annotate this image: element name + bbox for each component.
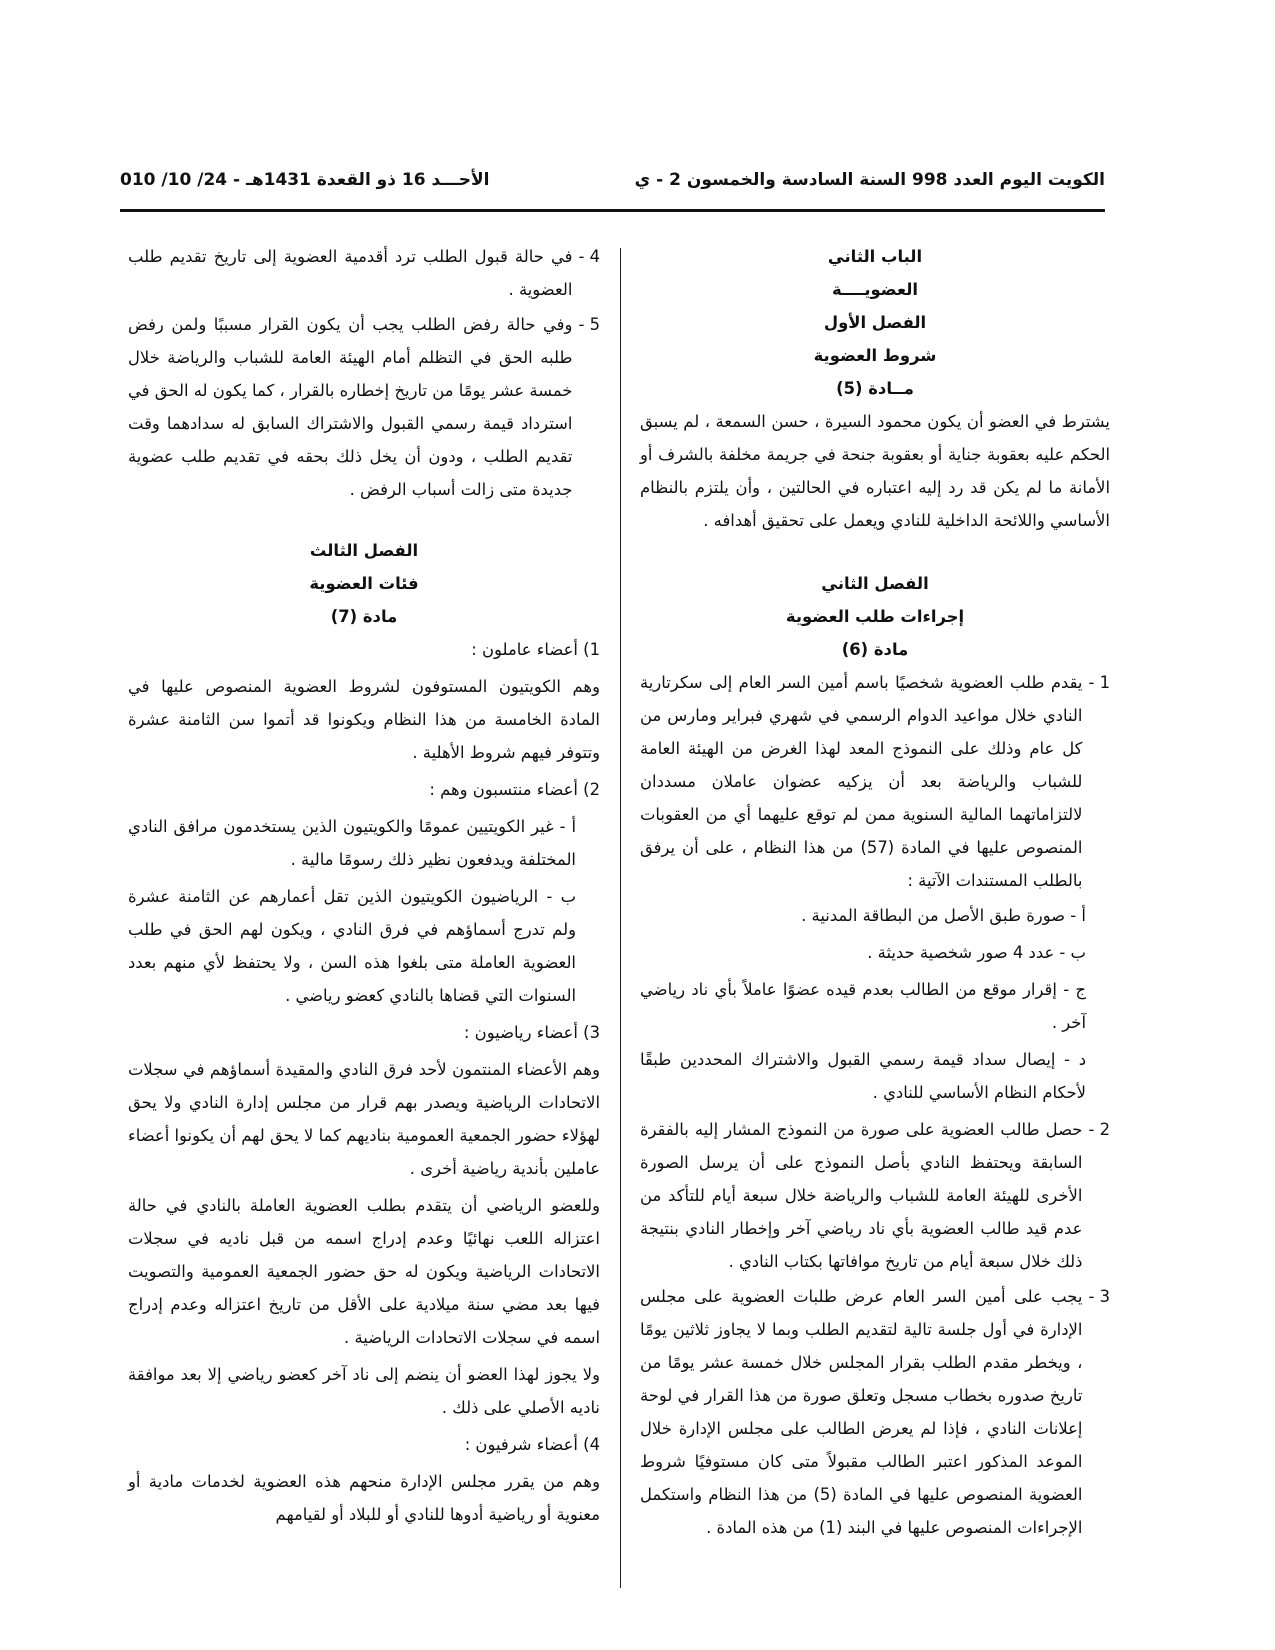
article6-title: مادة (6): [841, 640, 909, 659]
category4-text: وهم من يقرر مجلس الإدارة منحهم هذه العضوية لخدمات مادية أو معنوية أو رياضية أدوها للنادي أو للبلاد أو لقيامهم: [128, 1472, 600, 1524]
category3-text-1: وهم الأعضاء المنتمون لأحد فرق النادي والمقيدة أسماؤهم في سجلات الاتحادات الرياضية ويصدر بهم قرار من مجلس إدارة النادي ولا يحق لهؤلاء حضور الجمعية العمومية بناديهم كما لا يحق لهم أن يكونوا أعضاء عاملين بأندية رياضية أخرى .: [128, 1060, 600, 1178]
category3-heading: 3) أعضاء رياضيون :: [463, 1023, 600, 1042]
header-date: الأحـــد 16 ذو القعدة 1431هـ - 24/ 10/ 010: [120, 170, 490, 190]
header-publication-info: الكويت اليوم العدد 998 السنة السادسة والخمسون 2 - ي: [634, 170, 1105, 190]
chapter1-title: الفصل الأول: [823, 313, 927, 332]
article6-item-3: [640, 1280, 1110, 1544]
item1-sub-d: د - إيصال سداد قيمة رسمي القبول والاشتراك المحددين طبقًا لأحكام النظام الأساسي للنادي .: [640, 1050, 1086, 1102]
category2-sub-b: ب - الرياضيون الكويتيون الذين تقل أعمارهم عن الثامنة عشرة ولم تدرج أسماؤهم في فرق النادي ، ويكون لهم الحق في طلب العضوية العاملة متى بلغوا هذه السن ، ولا يحتفظ لأي منهم بعدد السنوات التي قضاها بالنادي كعضو رياضي .: [128, 887, 576, 1005]
page-header: [120, 170, 1105, 204]
chapter3-subject: فئات العضوية: [309, 574, 419, 593]
category1-heading: 1) أعضاء عاملون :: [471, 640, 600, 659]
chapter2-title: الفصل الثاني: [821, 574, 929, 593]
article7-title: مادة (7): [330, 607, 398, 626]
category1-text: وهم الكويتيون المستوفون لشروط العضوية المنصوص عليها في المادة الخامسة من هذا النظام ويكونوا قد أتموا سن الثامنة عشرة وتتوفر فيهم شروط الأهلية .: [128, 677, 600, 762]
column-divider: [620, 248, 621, 1588]
item-text: يقدم طلب العضوية شخصيًا باسم أمين السر العام إلى سكرتارية النادي خلال مواعيد الدوام الرسمي في شهري فبراير ومارس من كل عام وذلك على النموذج المعد لهذا الغرض من الهيئة العامة للشباب والرياضة بعد أن يزكيه عضوان عاملان مسددان لالتزاماتهما المالية السنوية ممن لم توقع عليهما أي من العقوبات المنصوص عليها في المادة (57) من هذا النظام ، على أن يرفق بالطلب المستندات الآتية :: [640, 673, 1083, 890]
item-text: يجب على أمين السر العام عرض طلبات العضوية على مجلس الإدارة في أول جلسة تالية لتقديم الطلب وبما لا يجاوز ثلاثين يومًا ، ويخطر مقدم الطلب بقرار المجلس خلال خمسة عشر يومًا من تاريخ صدوره بخطاب مسجل وتعلق صورة من هذا القرار في لوحة إعلانات النادي ، فإذا لم يعرض الطالب على مجلس الإدارة خلال الموعد المذكور اعتبر الطالب مقبولاً متى كان مستوفيًا شروط العضوية المنصوص عليها في المادة (5) من هذا النظام واستكمل الإجراءات المنصوص عليها في البند (1) من هذه المادة .: [640, 1287, 1083, 1537]
item-number: 2 -: [1088, 1120, 1110, 1139]
chapter3-title: الفصل الثالث: [309, 541, 419, 560]
item-number: 4 -: [578, 247, 600, 266]
item-number: 5 -: [578, 315, 600, 334]
item-number: 3 -: [1088, 1287, 1110, 1306]
article6-item-1: [640, 666, 1110, 897]
item1-sub-a: أ - صورة طبق الأصل من البطاقة المدنية .: [801, 906, 1086, 925]
left-column: [128, 240, 600, 1535]
header-rule: [120, 209, 1105, 212]
category4-heading: 4) أعضاء شرفيون :: [464, 1435, 600, 1454]
chapter2-subject: إجراءات طلب العضوية: [785, 607, 965, 626]
category3-text-3: ولا يجوز لهذا العضو أن ينضم إلى ناد آخر كعضو رياضي إلا بعد موافقة ناديه الأصلي على ذلك .: [128, 1365, 600, 1417]
right-column: [640, 240, 1110, 1546]
article6-item-2: [640, 1113, 1110, 1278]
article5-text: يشترط في العضو أن يكون محمود السيرة ، حسن السمعة ، لم يسبق الحكم عليه بعقوبة جناية أو بعقوبة جنحة في جريمة مخلفة بالشرف أو الأمانة ما لم يكن قد رد إليه اعتباره في الحالتين ، وأن يلتزم بالنظام الأساسي واللائحة الداخلية للنادي ويعمل على تحقيق أهدافه .: [640, 412, 1110, 530]
item1-sub-b: ب - عدد 4 صور شخصية حديثة .: [867, 943, 1086, 962]
part-title: الباب الثاني: [827, 247, 923, 266]
item-text: حصل طالب العضوية على صورة من النموذج المشار إليه بالفقرة السابقة ويحتفظ النادي بأصل النموذج على أن يرسل الصورة الأخرى للهيئة العامة للشباب والرياضة خلال سبعة أيام للتأكد من عدم قيد طالب العضوية بأي ناد رياضي آخر وإخطار النادي بنتيجة ذلك خلال سبعة أيام من تاريخ موافاتها بكتاب النادي .: [640, 1120, 1083, 1271]
category2-sub-a: أ - غير الكويتيين عمومًا والكويتيون الذين يستخدمون مرافق النادي المختلفة ويدفعون نظير ذلك رسومًا مالية .: [128, 817, 576, 869]
article6-item-4: [128, 240, 600, 306]
item-text: وفي حالة رفض الطلب يجب أن يكون القرار مسببًا ولمن رفض طلبه الحق في التظلم أمام الهيئة العامة للشباب والرياضة خلال خمسة عشر يومًا من تاريخ إخطاره بالقرار ، كما يكون له الحق في استرداد قيمة رسمي القبول والاشتراك السابق له سدادهما وقت تقديم الطلب ، ودون أن يخل ذلك بحقه في تقديم طلب عضوية جديدة متى زالت أسباب الرفض .: [128, 315, 573, 499]
article5-title: مــادة (5): [836, 379, 914, 398]
item-number: 1 -: [1088, 673, 1110, 692]
part-subject: العضويــــة: [832, 280, 918, 299]
article6-item-5: [128, 308, 600, 506]
item-text: في حالة قبول الطلب ترد أقدمية العضوية إلى تاريخ تقديم طلب العضوية .: [128, 247, 573, 299]
item1-sub-c: ج - إقرار موقع من الطالب بعدم قيده عضوًا عاملاً بأي ناد رياضي آخر .: [640, 980, 1086, 1032]
category3-text-2: وللعضو الرياضي أن يتقدم بطلب العضوية العاملة بالنادي في حالة اعتزاله اللعب نهائيًا وعدم إدراج اسمه من قبل ناديه في سجلات الاتحادات الرياضية ويكون له حق حضور الجمعية العمومية والتصويت فيها بعد مضي سنة ميلادية على الأقل من تاريخ اعتزاله وعدم إدراج اسمه في سجلات الاتحادات الرياضية .: [128, 1196, 600, 1347]
category2-heading: 2) أعضاء منتسبون وهم :: [429, 780, 600, 799]
chapter1-subject: شروط العضوية: [813, 346, 937, 365]
